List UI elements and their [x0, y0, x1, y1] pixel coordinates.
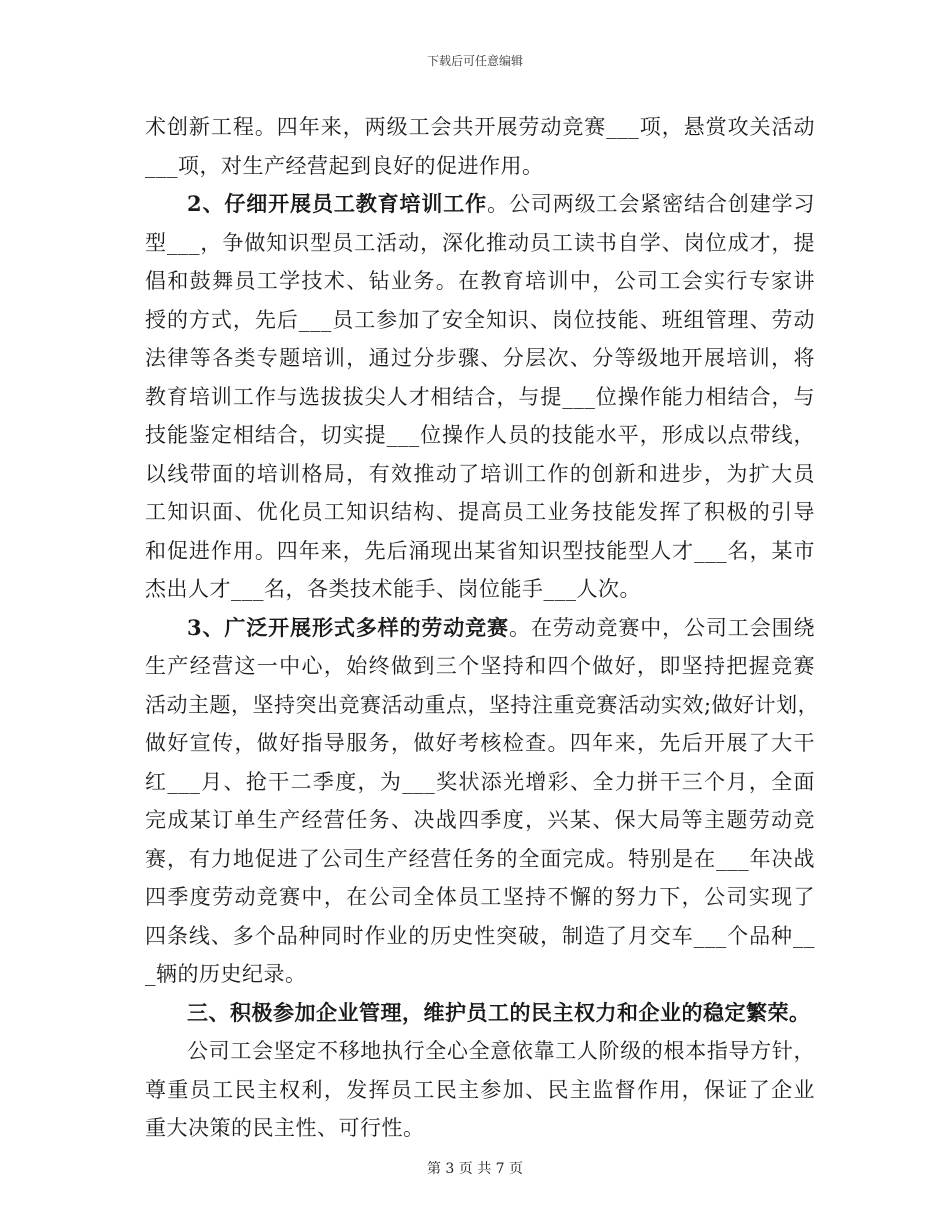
- text-line: 公司工会坚定不移地执行全心全意依靠工人阶级的根本指导方针，: [187, 1039, 815, 1063]
- text-line: 工知识面、优化员工知识结构、提高员工业务技能发挥了积极的引导: [145, 500, 815, 524]
- text-line: 倡和鼓舞员工学技术、钻业务。在教育培训中，公司工会实行专家讲: [145, 269, 815, 293]
- document-body: [145, 108, 820, 1148]
- page-number: 第 3 页 共 7 页: [426, 1161, 524, 1177]
- text-line: 授的方式，先后___员工参加了安全知识、岗位技能、班组管理、劳动: [145, 307, 815, 332]
- text-line: 技能鉴定相结合，切实提___位操作人员的技能水平，形成以点带线，: [145, 423, 815, 447]
- text-line: 做好宣传，做好指导服务，做好考核检查。四年来，先后开展了大干: [145, 731, 815, 755]
- text-line: ___项，对生产经营起到良好的促进作用。: [145, 153, 544, 178]
- section-heading-line: 3、广泛开展形式多样的劳动竞赛。在劳动竞赛中，公司工会围绕: [187, 614, 815, 640]
- text-line: 和促进作用。四年来，先后涌现出某省知识型技能型人才___名，某市: [145, 538, 815, 563]
- section-heading-line: 2、仔细开展员工教育培训工作。公司两级工会紧密结合创建学习: [187, 191, 815, 216]
- text-line: 四季度劳动竞赛中，在公司全体员工坚持不懈的努力下，公司实现了: [145, 885, 815, 909]
- chapter-heading: 三、积极参加企业管理，维护员工的民主权力和企业的稳定繁荣。: [187, 999, 811, 1025]
- text-line: 完成某订单生产经营任务、决战四季度，兴某、保大局等主题劳动竞: [145, 808, 815, 832]
- text-line: 活动主题，坚持突出竞赛活动重点，坚持注重竞赛活动实效;做好计划，: [145, 692, 820, 717]
- text-line: 教育培训工作与选拔拔尖人才相结合，与提___位操作能力相结合，与: [145, 384, 815, 409]
- section-heading: 3、广泛开展形式多样的劳动竞赛: [187, 614, 509, 640]
- text-line: 以线带面的培训格局，有效推动了培训工作的创新和进步，为扩大员: [145, 461, 815, 486]
- section-heading: 2、仔细开展员工教育培训工作: [187, 191, 488, 216]
- text-line: 重大决策的民主性、可行性。: [145, 1116, 425, 1140]
- page-header: 下载后可任意编辑: [426, 54, 523, 68]
- text-line: 生产经营这一中心，始终做到三个坚持和四个做好，即坚持把握竞赛: [145, 654, 815, 678]
- text-line: 赛，有力地促进了公司生产经营任务的全面完成。特别是在___年决战: [145, 846, 815, 871]
- text-line: 型___，争做知识型员工活动，深化推动员工读书自学、岗位成才，提: [145, 230, 815, 255]
- text-line: 四条线、多个品种同时作业的历史性突破，制造了月交车___个品种__: [145, 923, 815, 948]
- chapter-heading-line: [145, 994, 815, 1033]
- text-line: 尊重员工民主权利，发挥员工民主参加、民主监督作用，保证了企业: [145, 1077, 815, 1102]
- text-line: 法律等各类专题培训，通过分步骤、分层次、分等级地开展培训，将: [145, 346, 815, 370]
- text-line: 红___月、抢干二季度，为___奖状添光增彩、全力拼干三个月，全面: [145, 769, 815, 794]
- text-line: _辆的历史纪录。: [145, 962, 307, 986]
- text-line: 杰出人才___名，各类技术能手、岗位能手___人次。: [145, 577, 641, 601]
- text-line: 术创新工程。四年来，两级工会共开展劳动竞赛___项，悬赏攻关活动: [145, 115, 815, 139]
